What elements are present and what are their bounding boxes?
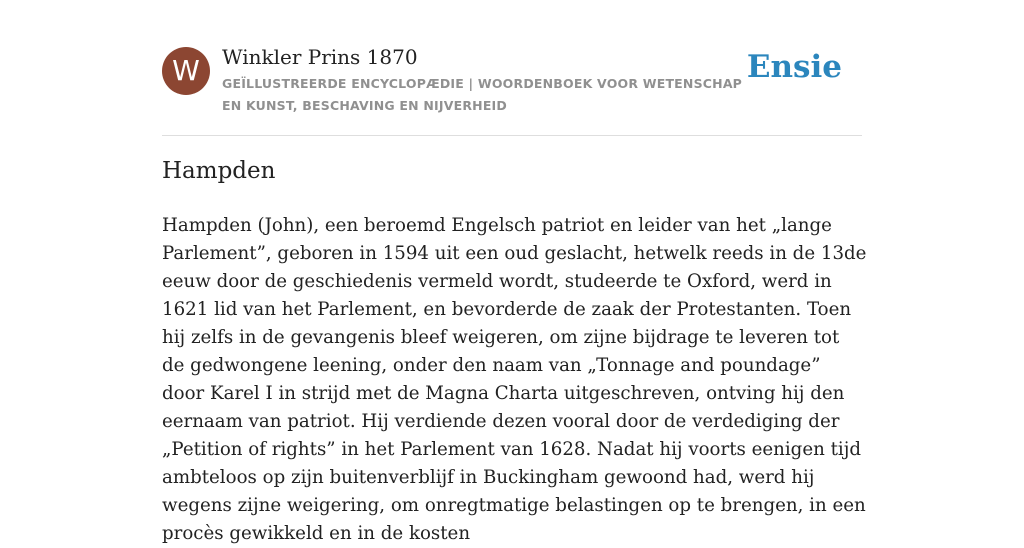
source-header [162,44,862,136]
article-body: Hampden (John), een beroemd Engelsch patriot en leider van het „lange Parlement”, geboren in 1594 uit een oud geslacht, hetwelk reeds in de 13de eeuw door de geschiedenis vermeld wordt, studeerde te Oxford, werd in 1621 lid van het Parlement, en bevorderde de zaak der Protestanten. Toen hij zelfs in de gevangenis bleef weigeren, om zijne bijdrage te leveren tot de gedwongene leening, onder den naam van „Tonnage and poundage” door Karel I in strijd met de Magna Charta uitgeschreven, ontving hij den eernaam van patriot. Hij verdiende dezen vooral door de verdediging der „Petition of rights” in het Parlement van 1628. Nadat hij voorts eenigen tijd ambteloos op zijn buitenverblijf in Buckingham gewoond had, werd hij wegens zijne weigering, om onregtmatige belastingen op te brengen, in een procès gewikkeld en in de kosten [162,215,867,544]
article-title: Hampden [162,158,276,184]
source-subtitle: GEÏLLUSTREERDE ENCYCLOPÆDIE | WOORDENBOEK VOOR WETENSCHAP EN KUNST, BESCHAVING EN NIJVERHEID [222,76,743,113]
source-title[interactable]: Winkler Prins 1870 [222,45,418,69]
ensie-logo[interactable]: Ensie [746,49,842,85]
source-avatar: W [162,47,210,95]
